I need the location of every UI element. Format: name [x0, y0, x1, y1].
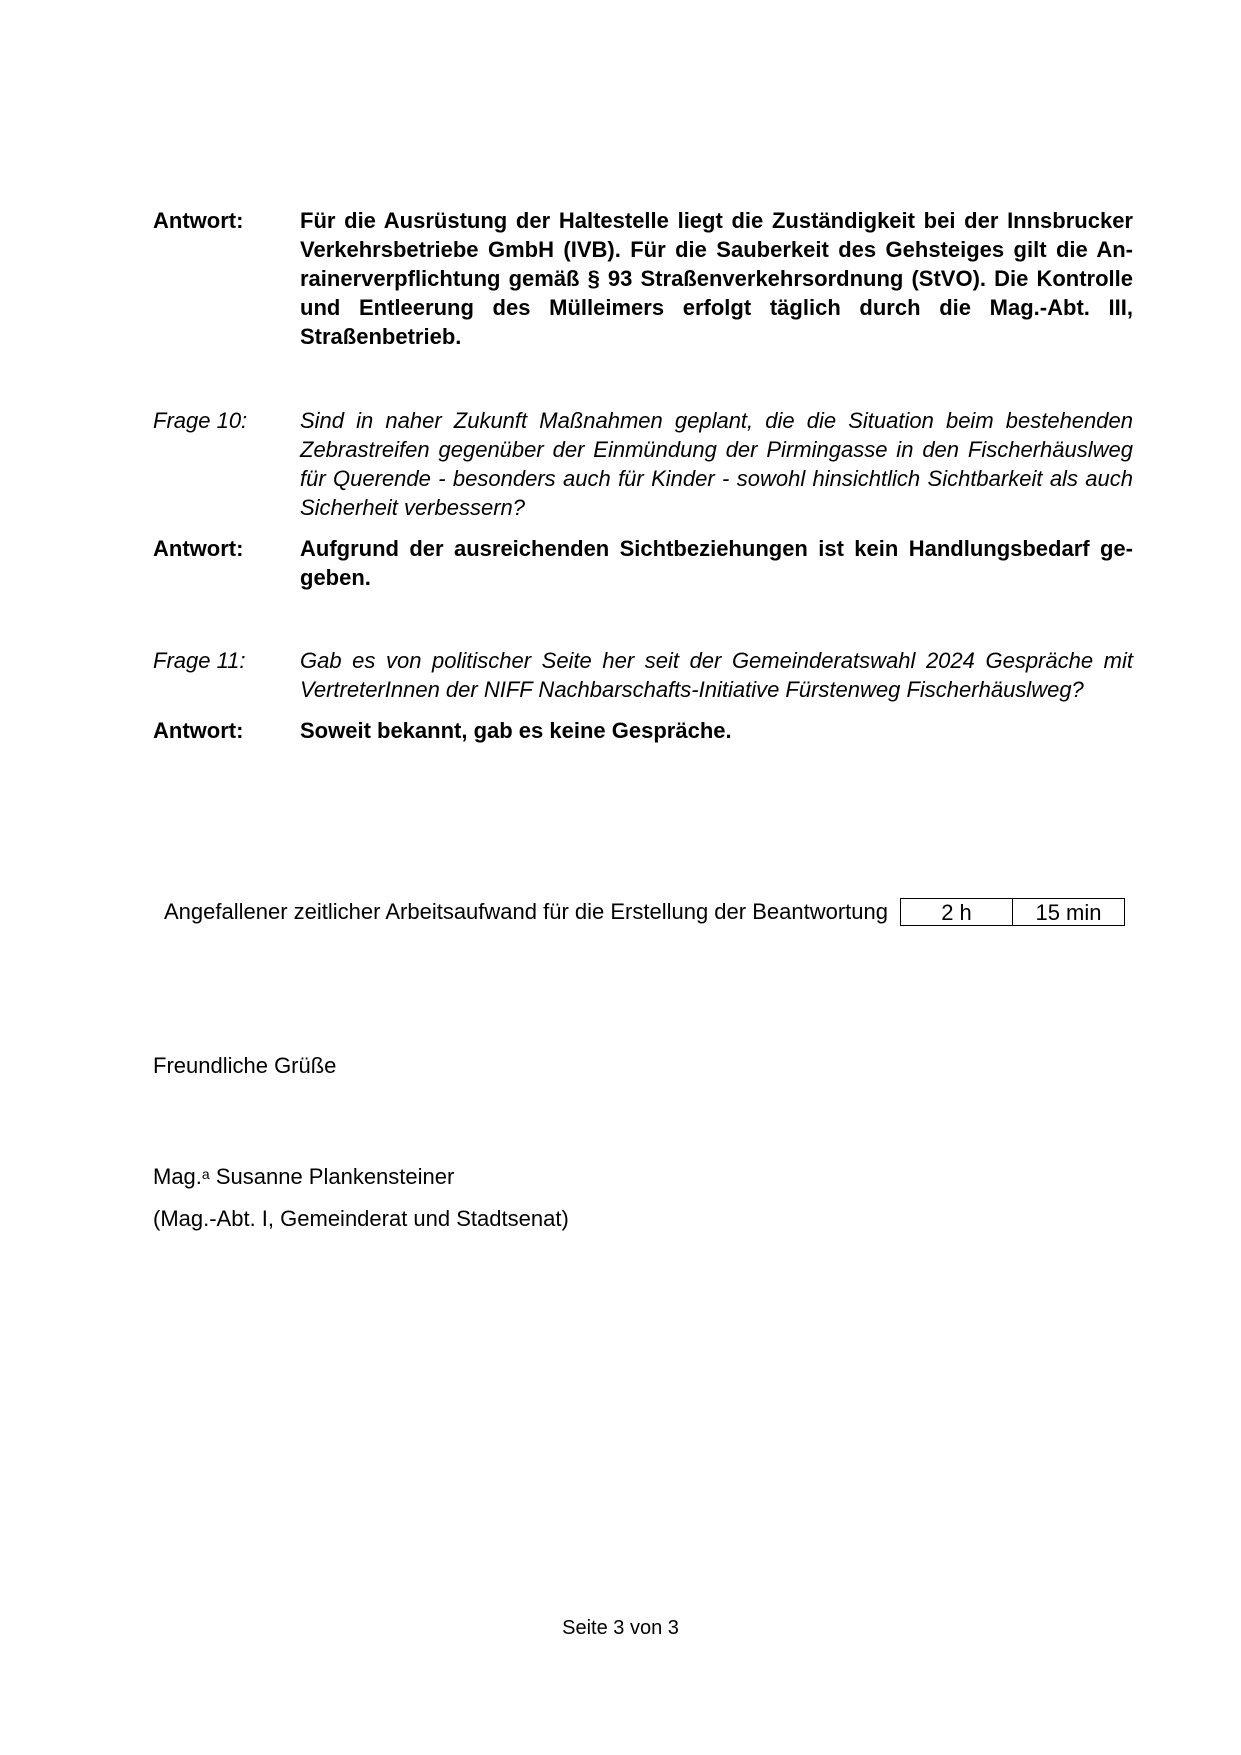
answer-text: Für die Ausrüstung der Haltestelle liegt die Zuständigkeit bei der Innsbrucker Verkehrsbetriebe GmbH (IVB). Für die Sauberkeit des Gehsteiges gilt die Anrainerverpflichtung gemäß § 93 Straßenverkehrsordnung (StVO). Die Kontrolle und Entleerung des Mülleimers erfolgt täglich durch die Mag.-Abt. III, Straßenbetrieb.: [300, 208, 1133, 349]
closing-greeting: Freundliche Grüße: [153, 1053, 337, 1078]
answer-row: [153, 534, 1133, 592]
signer-line: [153, 1162, 454, 1191]
signer-superscript: a: [201, 1166, 210, 1182]
question-text: Sind in naher Zukunft Maßnahmen geplant, die die Situation beim bestehenden Zebrastreifen gegenüber der Einmündung der Pirmingasse in den Fischerhäuslweg für Querende - besonders auch für Kinder - sowohl hinsichtlich Sichtbarkeit als auch Sicherheit verbessern?: [300, 408, 1133, 520]
answer-row: [153, 716, 1133, 745]
effort-minutes-cell: 15 min: [1013, 898, 1125, 926]
answer-text: Aufgrund der ausreichenden Sichtbeziehungen ist kein Handlungsbedarf gegeben.: [300, 536, 1133, 590]
question-row: [153, 406, 1133, 522]
signer-department: (Mag.-Abt. I, Gemeinderat und Stadtsenat): [153, 1206, 569, 1231]
answer-row: [153, 206, 1133, 351]
question-label: Frage 11:: [153, 648, 246, 673]
qa-block-answer-9: [153, 206, 1133, 351]
answer-label: Antwort:: [153, 536, 244, 561]
answer-label: Antwort:: [153, 718, 244, 743]
answer-text: Soweit bekannt, gab es keine Gespräche.: [300, 718, 732, 743]
qa-block-answer-11: [153, 716, 1133, 745]
question-label: Frage 10:: [153, 408, 248, 433]
answer-label: Antwort:: [153, 208, 244, 233]
signer-prefix: Mag.: [153, 1164, 202, 1189]
qa-block-answer-10: [153, 534, 1133, 592]
effort-label: Angefallener zeitlicher Arbeitsaufwand für die Erstellung der Beantwortung: [164, 899, 888, 924]
page-number: Seite 3 von 3: [562, 1617, 679, 1639]
question-text: Gab es von politischer Seite her seit der Gemeinderatswahl 2024 Gespräche mit VertreterInnen der NIFF Nachbarschafts-Initiative Fürstenweg Fischerhäuslweg?: [300, 648, 1133, 702]
question-row: [153, 646, 1133, 704]
qa-block-question-10: [153, 406, 1133, 522]
effort-row: [164, 898, 1125, 926]
qa-block-question-11: [153, 646, 1133, 704]
signer-name: Susanne Plankensteiner: [209, 1164, 455, 1189]
effort-hours-cell: 2 h: [900, 898, 1013, 926]
